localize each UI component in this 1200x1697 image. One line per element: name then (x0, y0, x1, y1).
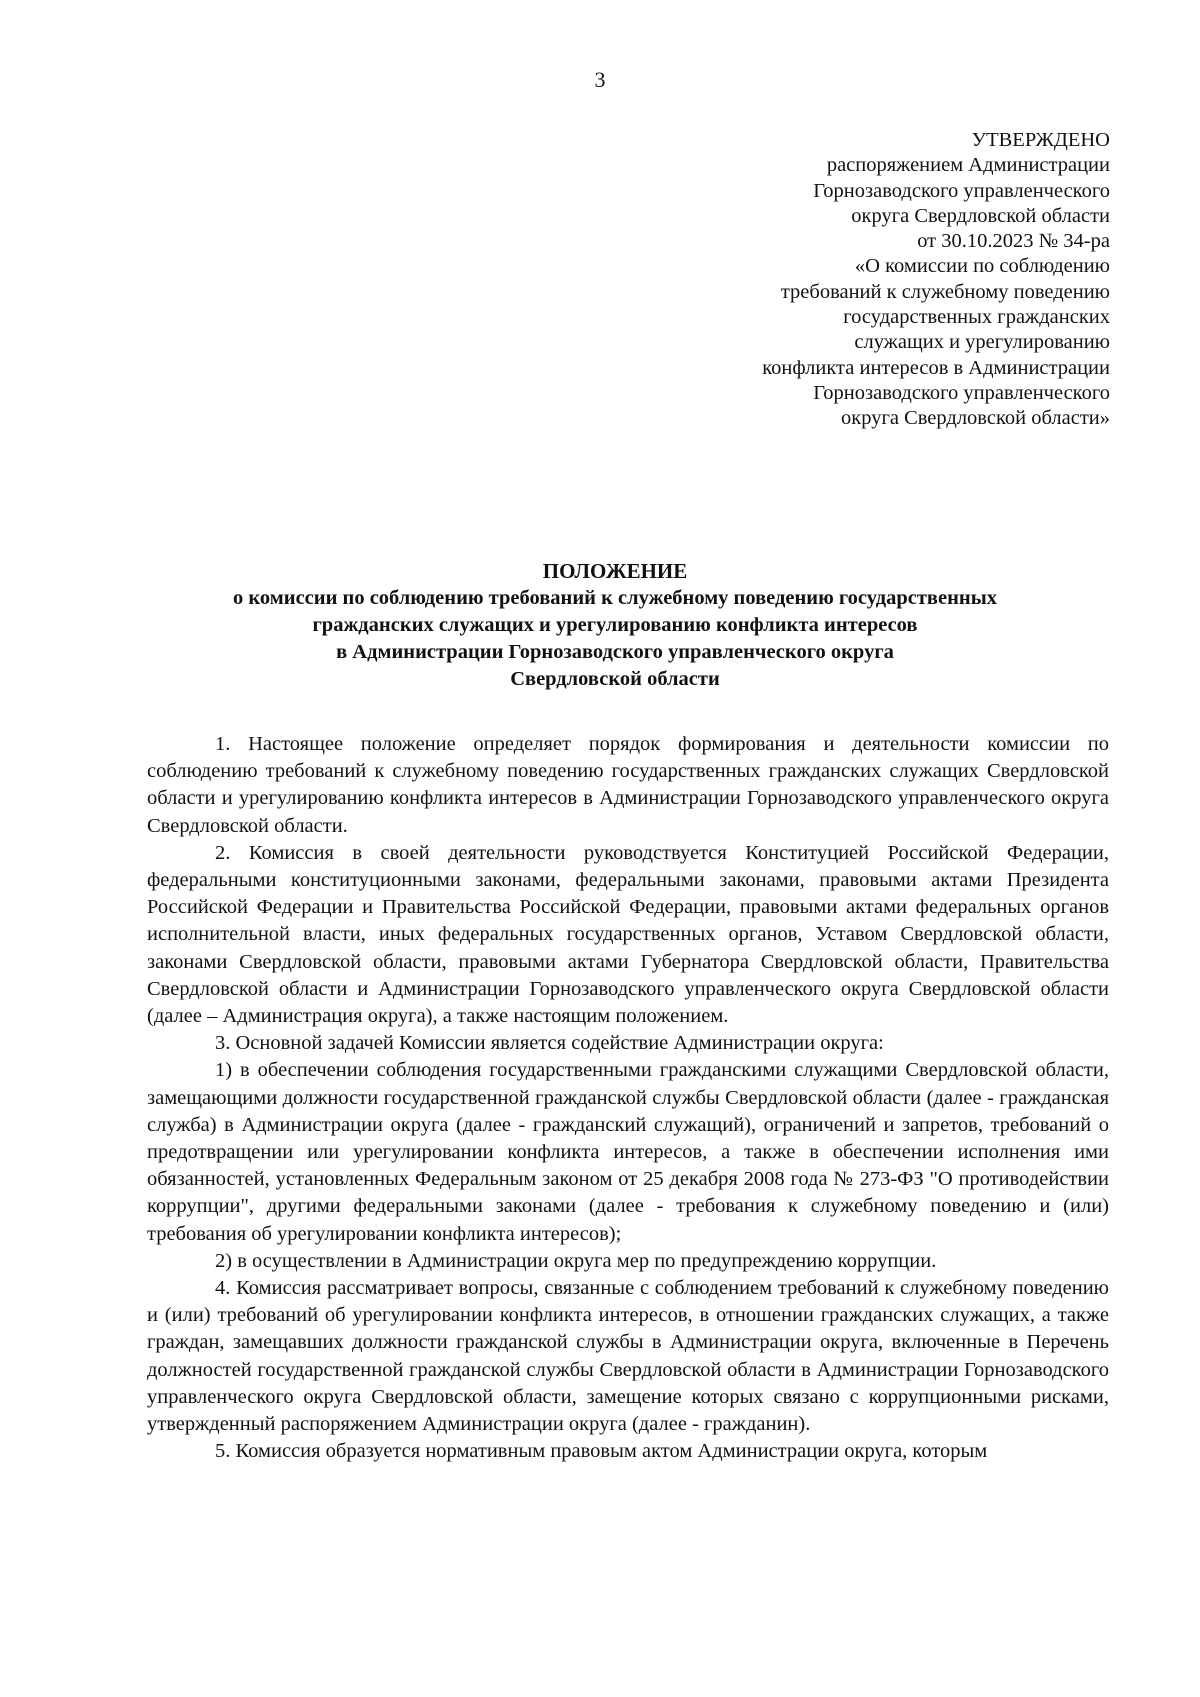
approval-line: требований к служебному поведению (780, 280, 1110, 303)
paragraph-2: 2. Комиссия в своей деятельности руководствуется Конституцией Российской Федерации, федеральными конституционными законами, федеральными законами, правовыми актами Президента Российской Федерации и Правительства Российской Федерации, правовыми актами федеральных органов исполнительной власти, иных федеральных государственных органов, Уставом Свердловской области, законами Свердловской области, правовыми актами Губернатора Свердловской области, Правительства Свердловской области и Администрации Горнозаводского управленческого округа Свердловской области (далее – Администрация округа), а также настоящим положением. (147, 841, 1109, 1028)
paragraph-3-1: 1) в обеспечении соблюдения государственными гражданскими служащими Свердловской области, замещающими должности государственной гражданской службы Свердловской области (далее - гражданская служба) в Администрации округа (далее - гражданский служащий), ограничений и запретов, требований о предотвращении или урегулировании конфликта интересов, а также в обеспечении исполнения ими обязанностей, установленных Федеральным законом от 25 декабря 2008 года № 273-ФЗ "О противодействии коррупции", другими федеральными законами (далее - требования к служебному поведению и (или) требования об урегулировании конфликта интересов); (147, 1059, 1109, 1245)
approval-line: распоряжением Администрации (826, 154, 1110, 177)
approval-line: государственных гражданских (843, 306, 1110, 329)
approval-line: округа Свердловской области (851, 204, 1110, 227)
title-line: гражданских служащих и урегулированию конфликта интересов (312, 614, 918, 636)
paragraph-4: 4. Комиссия рассматривает вопросы, связанные с соблюдением требований к служебному поведению и (или) требований об урегулировании конфликта интересов, в отношении гражданских служащих, а также граждан, замещавших должности гражданской службы в Администрации округа, включенные в Перечень должностей государственной гражданской службы Свердловской области в Администрации Горнозаводского управленческого округа Свердловской области, замещение которых связано с коррупционными рисками, утвержденный распоряжением Администрации округа (далее - гражданин). (147, 1277, 1109, 1436)
paragraph-3: 3. Основной задачей Комиссии является содействие Администрации округа: (215, 1032, 884, 1055)
title-line: в Администрации Горнозаводского управленческого округа (336, 641, 894, 663)
approval-line: округа Свердловской области» (841, 407, 1110, 430)
paragraph-1: 1. Настоящее положение определяет порядок формирования и деятельности комиссии по соблюдению требований к служебному поведению государственных гражданских служащих Свердловской области и урегулированию конфликта интересов в Администрации Горнозаводского управленческого округа Свердловской области. (147, 733, 1109, 837)
approval-line: конфликта интересов в Администрации (762, 356, 1110, 379)
paragraph-5: 5. Комиссия образуется нормативным правовым актом Администрации округа, которым (215, 1440, 988, 1463)
approval-line: от 30.10.2023 № 34-ра (917, 230, 1110, 253)
approval-line: УТВЕРЖДЕНО (971, 129, 1110, 151)
document-title (120, 558, 1110, 693)
title-line: Свердловской области (510, 668, 720, 690)
page-number: 3 (594, 67, 606, 92)
approval-stamp (590, 128, 1110, 432)
document-body (147, 731, 1109, 1465)
approval-line: служащих и урегулированию (854, 331, 1110, 354)
approval-line: Горнозаводского управленческого (813, 381, 1110, 404)
paragraph-3-2: 2) в осуществлении в Администрации округа мер по предупреждению коррупции. (215, 1249, 937, 1272)
title-line: о комиссии по соблюдению требований к служебному поведению государственных (233, 587, 997, 609)
title-main: ПОЛОЖЕНИЕ (542, 559, 688, 583)
approval-line: Горнозаводского управленческого (813, 179, 1110, 202)
approval-line: «О комиссии по соблюдению (854, 255, 1110, 278)
